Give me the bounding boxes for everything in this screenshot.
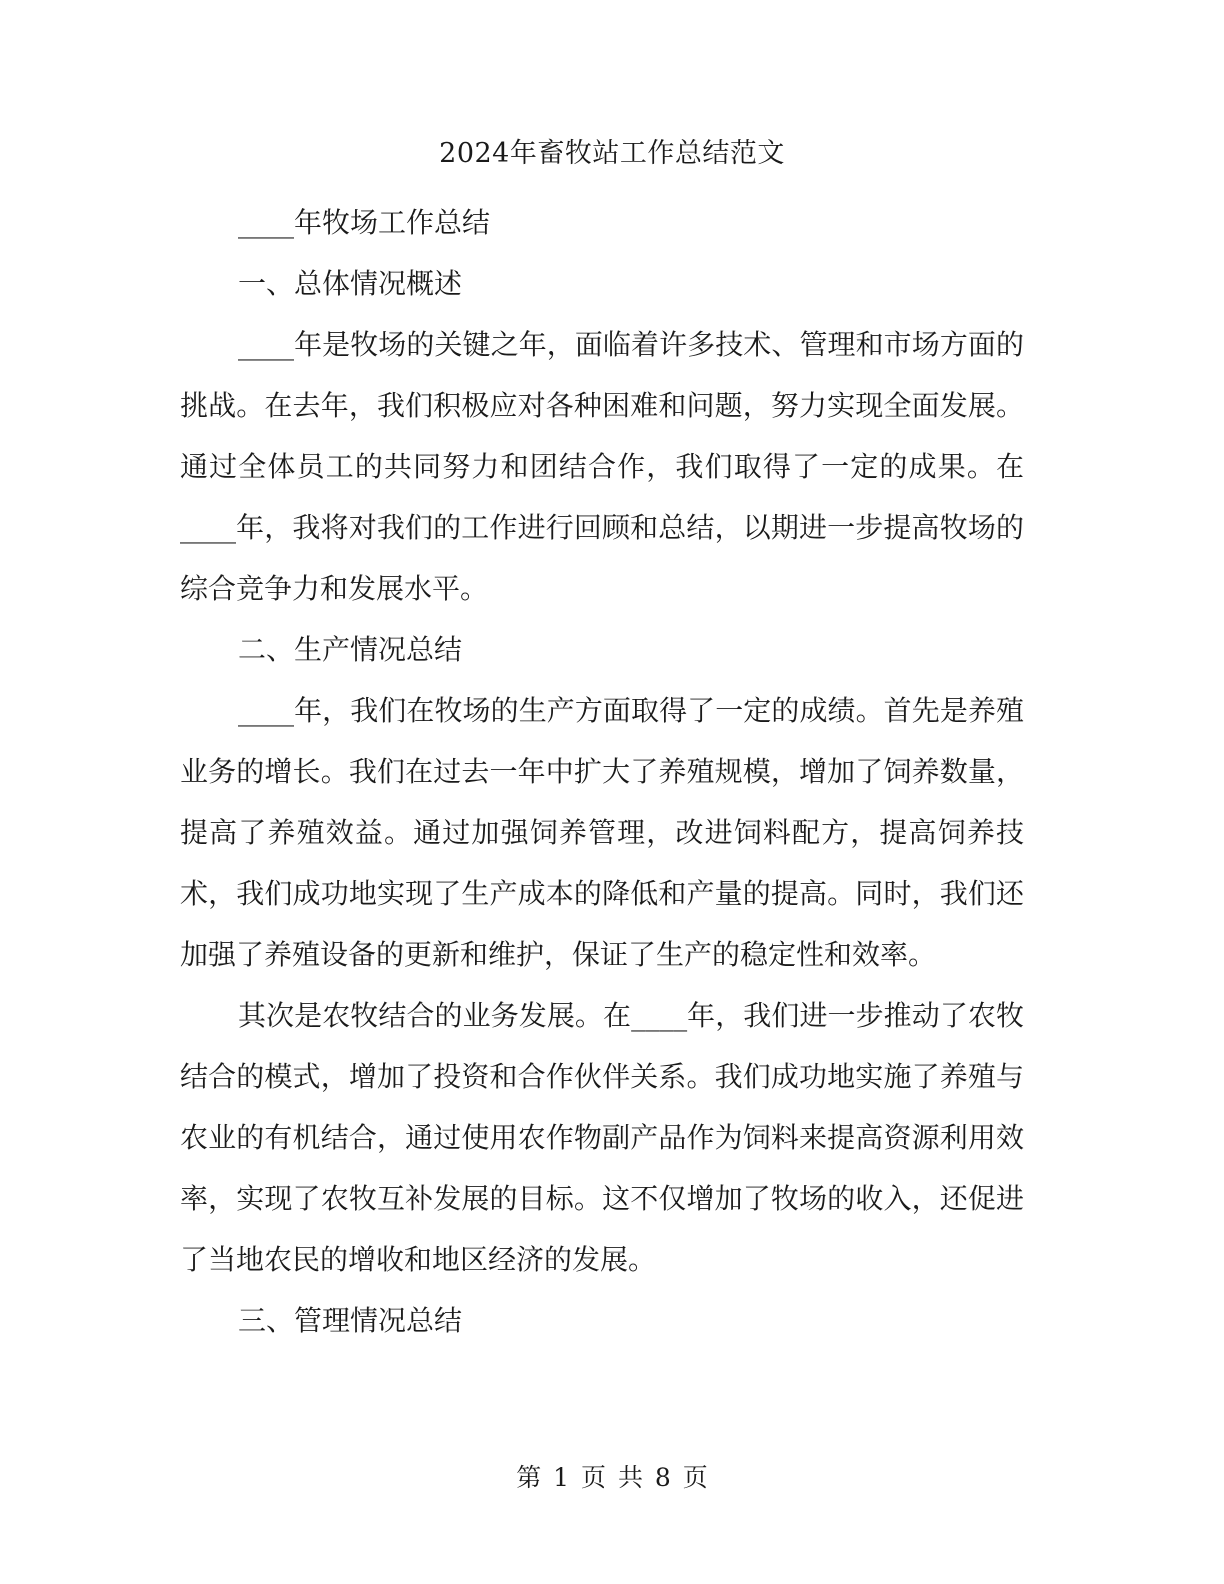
subtitle-paragraph: ____年牧场工作总结 (238, 206, 491, 239)
production-paragraph: ____年，我们在牧场的生产方面取得了一定的成绩。首先是养殖业务的增长。我们在过去一年中扩大了养殖规模，增加了饲养数量，提高了养殖效益。通过加强饲养管理，改进饲料配方，提高饲养技术，我们成功地实现了生产成本的降低和产量的提高。同时，我们还加强了养殖设备的更新和维护，保证了生产的稳定性和效率。 (180, 694, 1024, 971)
section-heading-overview: 一、总体情况概述 (238, 267, 463, 300)
document-title: 2024年畜牧站工作总结范文 (439, 138, 785, 169)
agri-livestock-paragraph: 其次是农牧结合的业务发展。在____年，我们进一步推动了农牧结合的模式，增加了投资和合作伙伴关系。我们成功地实施了养殖与农业的有机结合，通过使用农作物副产品作为饲料来提高资源利用效率，实现了农牧互补发展的目标。这不仅增加了牧场的收入，还促进了当地农民的增收和地区经济的发展。 (180, 999, 1024, 1276)
section-heading-management: 三、管理情况总结 (238, 1304, 463, 1337)
overview-paragraph: ____年是牧场的关键之年，面临着许多技术、管理和市场方面的挑战。在去年，我们积极应对各种困难和问题，努力实现全面发展。通过全体员工的共同努力和团结合作，我们取得了一定的成果。在____年，我将对我们的工作进行回顾和总结，以期进一步提高牧场的综合竞争力和发展水平。 (180, 328, 1024, 605)
section-heading-production: 二、生产情况总结 (238, 633, 463, 666)
page-footer: 第 1 页 共 8 页 (516, 1463, 708, 1492)
document-body (180, 192, 1024, 1351)
